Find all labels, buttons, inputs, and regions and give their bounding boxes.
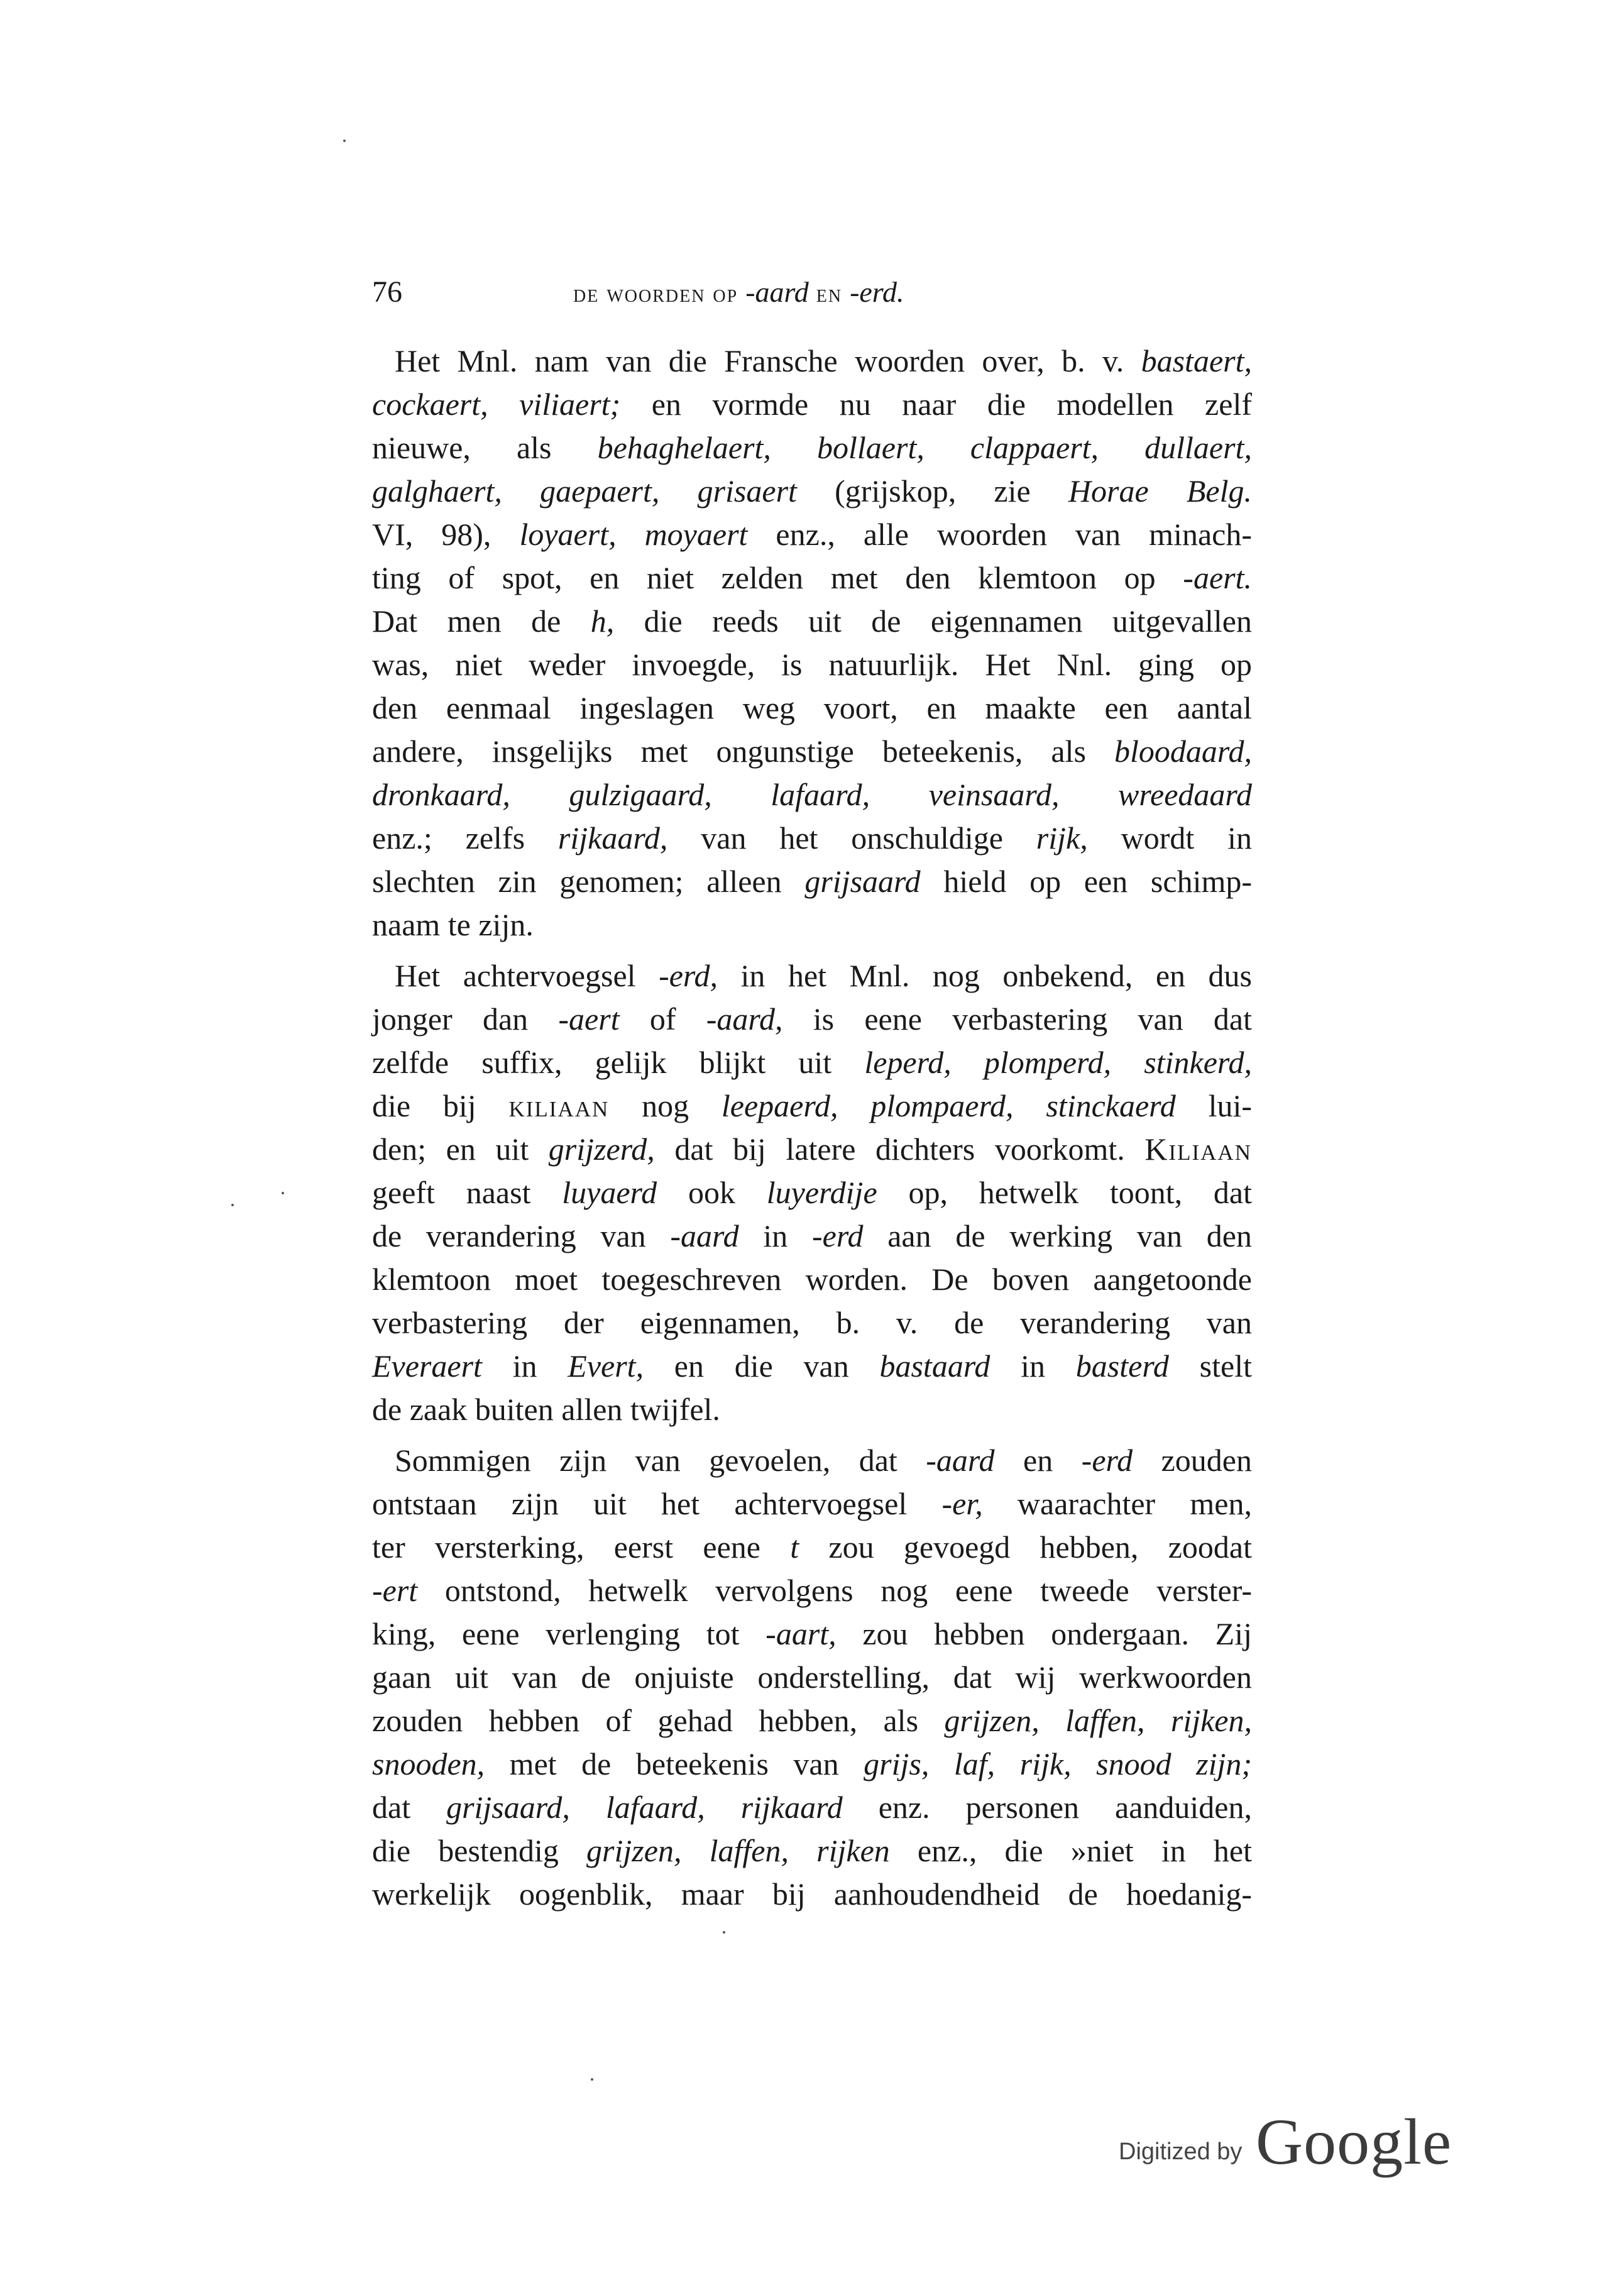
text-segment: die reeds uit de eigennamen uitgevallen bbox=[614, 603, 1253, 639]
text-segment: nog bbox=[609, 1088, 721, 1123]
italic-term: Everaert bbox=[372, 1348, 482, 1384]
italic-term: -aert. bbox=[1183, 560, 1252, 595]
text-segment: zou hebben ondergaan. Zij bbox=[836, 1616, 1252, 1651]
italic-term: bastaard bbox=[879, 1348, 990, 1384]
text-segment: aan de werking van den bbox=[863, 1218, 1252, 1253]
text-line bbox=[372, 1786, 1252, 1829]
text-segment: en die van bbox=[644, 1348, 880, 1384]
text-segment: enz. personen aanduiden, bbox=[842, 1790, 1252, 1825]
text-line bbox=[372, 1214, 1252, 1258]
italic-term: -erd bbox=[812, 1218, 864, 1253]
paragraph bbox=[372, 954, 1252, 1431]
italic-term: -aard, bbox=[706, 1001, 783, 1037]
body-text bbox=[372, 339, 1252, 1916]
text-segment: in het Mnl. nog onbekend, en dus bbox=[718, 958, 1252, 993]
digitized-label: Digitized by bbox=[1119, 2139, 1243, 2165]
text-segment: andere, insgelijks met ongunstige beteekenis, als bbox=[372, 734, 1114, 769]
italic-term: behaghelaert, bollaert, clappaert, dullaert, bbox=[597, 430, 1252, 465]
text-segment: werkelijk oogenblik, maar bij aanhoudendheid de hoedanig- bbox=[372, 1876, 1252, 1912]
running-title-suffix-aard: -aard bbox=[745, 276, 809, 308]
text-segment: ook bbox=[657, 1175, 767, 1210]
google-logo: Google bbox=[1256, 2106, 1452, 2178]
text-line bbox=[372, 1742, 1252, 1786]
text-line bbox=[372, 470, 1252, 513]
text-line bbox=[372, 903, 1252, 947]
running-title-prefix: de woorden op bbox=[573, 279, 746, 307]
text-segment: enz., alle woorden van minach- bbox=[747, 517, 1252, 552]
text-segment: geeft naast bbox=[372, 1175, 562, 1210]
italic-term: cockaert, viliaert; bbox=[372, 387, 621, 422]
text-segment: Sommigen zijn van gevoelen, dat bbox=[395, 1443, 926, 1478]
text-line bbox=[372, 1656, 1252, 1699]
italic-term: dronkaard, gulzigaard, lafaard, veinsaard, wreedaard bbox=[372, 777, 1252, 812]
text-line bbox=[372, 817, 1252, 860]
text-segment: op, hetwelk toont, dat bbox=[877, 1175, 1252, 1210]
text-segment: of bbox=[619, 1001, 706, 1037]
running-title bbox=[573, 270, 904, 316]
text-line bbox=[372, 339, 1252, 383]
italic-term: grijsaard, lafaard, rijkaard bbox=[446, 1790, 843, 1825]
text-segment: dat bij latere dichters voorkomt. bbox=[654, 1131, 1145, 1167]
text-line bbox=[372, 686, 1252, 730]
italic-term: luyaerd bbox=[562, 1175, 657, 1210]
text-segment: waarachter men, bbox=[982, 1486, 1252, 1521]
text-line bbox=[372, 1526, 1252, 1569]
italic-term: grijsaard bbox=[804, 864, 921, 899]
text-segment: is eene verbastering van dat bbox=[782, 1001, 1252, 1037]
italic-term: -erd bbox=[1081, 1443, 1133, 1478]
text-segment: verbastering der eigennamen, b. v. de verandering van bbox=[372, 1305, 1252, 1340]
italic-term: t bbox=[790, 1529, 799, 1565]
text-segment: ontstond, hetwelk vervolgens nog eene tweede verster- bbox=[417, 1573, 1252, 1608]
italic-term: snooden, bbox=[372, 1746, 485, 1781]
text-line bbox=[372, 1388, 1252, 1431]
text-line bbox=[372, 1171, 1252, 1214]
text-segment: de zaak buiten allen twijfel. bbox=[372, 1392, 720, 1427]
italic-term: bloodaard, bbox=[1114, 734, 1252, 769]
text-segment: wordt in bbox=[1087, 820, 1252, 856]
text-line bbox=[372, 1084, 1252, 1128]
text-line bbox=[372, 773, 1252, 817]
text-line bbox=[372, 1258, 1252, 1301]
text-segment: jonger dan bbox=[372, 1001, 559, 1037]
italic-term: grijzen, laffen, rijken, bbox=[944, 1703, 1252, 1738]
text-segment: was, niet weder invoegde, is natuurlijk. Het Nnl. ging op bbox=[372, 647, 1252, 682]
text-segment: en vormde nu naar die modellen zelf bbox=[620, 387, 1252, 422]
text-segment: in bbox=[990, 1348, 1076, 1384]
text-line bbox=[372, 954, 1252, 998]
text-segment: in bbox=[481, 1348, 568, 1384]
text-line bbox=[372, 1345, 1252, 1388]
text-segment: die bij bbox=[372, 1088, 509, 1123]
text-segment: zouden bbox=[1133, 1443, 1252, 1478]
text-segment: in bbox=[738, 1218, 813, 1253]
page-number: 76 bbox=[372, 275, 402, 309]
italic-term: leperd, plomperd, stinkerd, bbox=[864, 1045, 1253, 1080]
text-segment: zou gevoegd hebben, zoodat bbox=[799, 1529, 1252, 1565]
text-line bbox=[372, 1829, 1252, 1873]
text-line bbox=[372, 1873, 1252, 1916]
digitized-by-google-watermark bbox=[1119, 2105, 1471, 2180]
italic-term: -aard bbox=[670, 1218, 739, 1253]
text-segment: gaan uit van de onjuiste onderstelling, dat wij werkwoorden bbox=[372, 1660, 1252, 1695]
text-segment: hield op een schimp- bbox=[920, 864, 1252, 899]
text-segment: stelt bbox=[1168, 1348, 1252, 1384]
text-segment: enz.; zelfs bbox=[372, 820, 558, 856]
text-line bbox=[372, 556, 1252, 600]
text-segment: den eenmaal ingeslagen weg voort, en maakte een aantal bbox=[372, 690, 1252, 725]
text-segment: de verandering van bbox=[372, 1218, 671, 1253]
italic-term: grijs, laf, rijk, snood zijn; bbox=[864, 1746, 1252, 1781]
paragraph bbox=[372, 339, 1252, 947]
text-line bbox=[372, 1439, 1252, 1482]
text-line bbox=[372, 383, 1252, 426]
running-title-suffix-erd: -erd. bbox=[850, 276, 904, 308]
text-segment: VI, 98), bbox=[372, 517, 520, 552]
text-segment: Het Mnl. nam van die Fransche woorden over, b. v. bbox=[395, 343, 1141, 378]
running-title-mid: en bbox=[808, 279, 850, 307]
scan-speck bbox=[231, 1204, 234, 1206]
text-line bbox=[372, 1482, 1252, 1526]
scan-speck bbox=[343, 140, 346, 142]
text-line bbox=[372, 998, 1252, 1041]
text-segment: Het achtervoegsel bbox=[395, 958, 659, 993]
italic-term: luyerdije bbox=[766, 1175, 877, 1210]
italic-term: galghaert, gaepaert, grisaert bbox=[372, 473, 797, 509]
italic-term: -aert bbox=[558, 1001, 620, 1037]
italic-term: -ert bbox=[372, 1573, 418, 1608]
text-segment: slechten zin genomen; alleen bbox=[372, 864, 805, 899]
text-segment: ontstaan zijn uit het achtervoegsel bbox=[372, 1486, 942, 1521]
scan-speck bbox=[591, 2078, 593, 2081]
italic-term: loyaert, moyaert bbox=[519, 517, 748, 552]
italic-term: rijk, bbox=[1036, 820, 1088, 856]
small-caps-name: kiliaan bbox=[508, 1088, 610, 1123]
text-segment: dat bbox=[372, 1790, 447, 1825]
italic-term: -aard bbox=[926, 1443, 995, 1478]
italic-term: -erd, bbox=[659, 958, 718, 993]
italic-term: leepaerd, plompaerd, stinckaerd bbox=[721, 1088, 1176, 1123]
text-segment: lui- bbox=[1175, 1088, 1252, 1123]
text-segment: king, eene verlenging tot bbox=[372, 1616, 766, 1651]
italic-term: basterd bbox=[1075, 1348, 1169, 1384]
text-segment: ter versterking, eerst eene bbox=[372, 1529, 791, 1565]
text-line bbox=[372, 1699, 1252, 1742]
italic-term: rijkaard, bbox=[557, 820, 668, 856]
italic-term: Horae Belg. bbox=[1068, 473, 1252, 509]
text-segment: den; en uit bbox=[372, 1131, 549, 1167]
text-segment: van het onschuldige bbox=[667, 820, 1036, 856]
text-line bbox=[372, 513, 1252, 556]
text-segment: zouden hebben of gehad hebben, als bbox=[372, 1703, 945, 1738]
scan-speck bbox=[723, 1931, 725, 1934]
text-line bbox=[372, 860, 1252, 903]
text-segment: (grijskop, zie bbox=[796, 473, 1068, 509]
text-segment: klemtoon moet toegeschreven worden. De boven aangetoonde bbox=[372, 1262, 1252, 1297]
text-line bbox=[372, 1128, 1252, 1171]
text-segment: naam te zijn. bbox=[372, 907, 534, 942]
text-segment: met de beteekenis van bbox=[485, 1746, 864, 1781]
text-line bbox=[372, 1569, 1252, 1612]
text-line bbox=[372, 643, 1252, 686]
text-line bbox=[372, 1612, 1252, 1656]
text-segment: en bbox=[994, 1443, 1082, 1478]
text-segment: Dat men de bbox=[372, 603, 591, 639]
text-line bbox=[372, 1301, 1252, 1345]
small-caps-name: Kiliaan bbox=[1144, 1131, 1252, 1167]
italic-term: grijzerd, bbox=[548, 1131, 655, 1167]
text-segment: enz., die »niet in het bbox=[889, 1833, 1253, 1868]
text-segment: die bestendig bbox=[372, 1833, 587, 1868]
italic-term: -er, bbox=[941, 1486, 983, 1521]
scan-speck bbox=[282, 1192, 284, 1194]
text-segment: ting of spot, en niet zelden met den klemtoon op bbox=[372, 560, 1183, 595]
running-header bbox=[372, 270, 1252, 314]
italic-term: Evert, bbox=[568, 1348, 644, 1384]
text-line bbox=[372, 1041, 1252, 1084]
paragraph bbox=[372, 1439, 1252, 1916]
italic-term: bastaert, bbox=[1141, 343, 1252, 378]
text-segment: nieuwe, als bbox=[372, 430, 598, 465]
text-line bbox=[372, 600, 1252, 643]
text-line bbox=[372, 730, 1252, 773]
text-segment: zelfde suffix, gelijk blijkt uit bbox=[372, 1045, 865, 1080]
italic-term: h, bbox=[590, 603, 615, 639]
italic-term: grijzen, laffen, rijken bbox=[586, 1833, 890, 1868]
italic-term: -aart, bbox=[765, 1616, 837, 1651]
text-line bbox=[372, 426, 1252, 470]
